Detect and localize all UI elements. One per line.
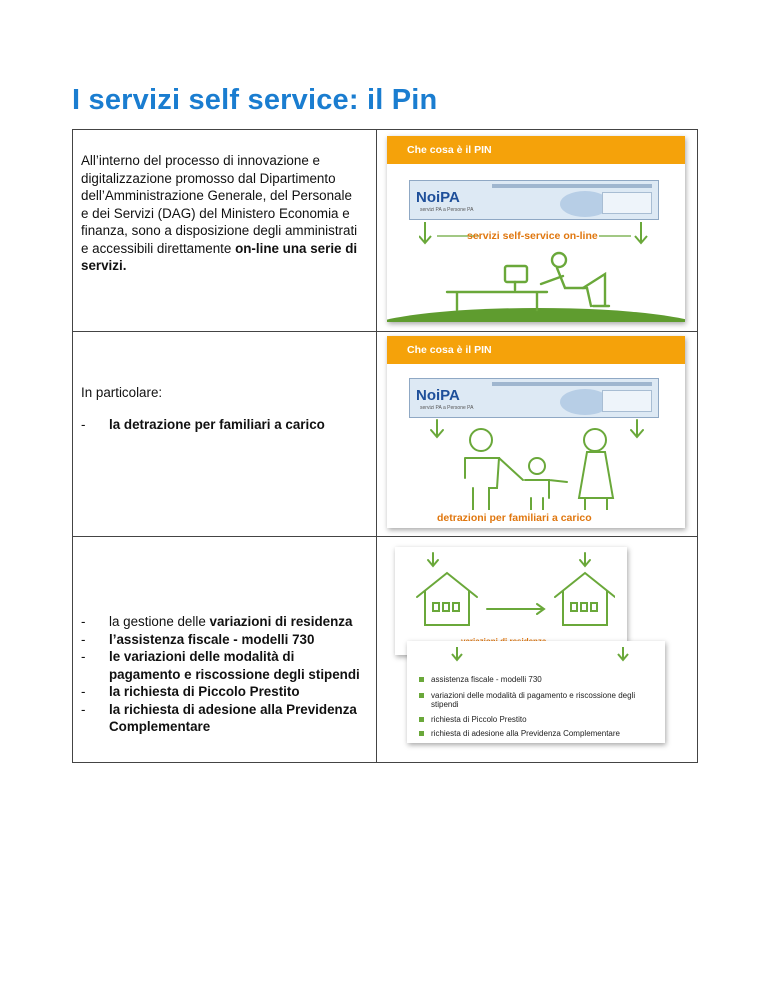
portal-nav-bar: [492, 184, 652, 188]
list-item-bold: variazioni di residenza: [209, 614, 353, 629]
slide-services-list: [407, 641, 665, 743]
bullet-list: [81, 416, 362, 434]
list-item: [431, 691, 661, 709]
bullet-text: assistenza fiscale - modelli 730: [431, 675, 542, 684]
list-dash: -: [81, 649, 86, 664]
list-item-text: la gestione delle: [109, 614, 210, 629]
list-dash: -: [81, 631, 86, 647]
noipa-portal-screenshot: [409, 378, 659, 418]
slide-header: Che cosa è il PIN: [387, 136, 685, 164]
list-dash: -: [81, 701, 86, 717]
list-item-text: la detrazione per familiari a carico: [109, 416, 325, 432]
list-item: [81, 416, 362, 434]
list-item: [81, 631, 366, 649]
table-row: [73, 332, 698, 537]
list-block: [73, 332, 376, 433]
arrow-down-icon: [451, 647, 651, 665]
list-item-bold: l’assistenza fiscale - modelli 730: [109, 631, 315, 647]
list-block: [73, 537, 376, 736]
logo-text: NoiPA: [416, 387, 460, 404]
slide-caption: detrazioni per familiari a carico: [437, 512, 592, 524]
logo-subtitle: servizi PA a Persone PA: [420, 207, 474, 213]
list-intro: In particolare:: [81, 385, 163, 400]
content-table: [72, 129, 698, 763]
slide-header: Che cosa è il PIN: [387, 336, 685, 364]
login-box: [602, 390, 652, 412]
noipa-portal-screenshot: [409, 180, 659, 220]
list-dash: -: [81, 614, 86, 629]
computer-user-icon: [387, 244, 685, 322]
table-row: [73, 130, 698, 332]
noipa-logo: [416, 387, 474, 411]
page-title: I servizi self service: il Pin: [72, 84, 438, 116]
list-item: [431, 729, 620, 738]
table-row: [73, 537, 698, 763]
list-item: [81, 648, 366, 683]
slide-pin-services: [387, 136, 685, 322]
bullet-text: richiesta di Piccolo Prestito: [431, 715, 527, 724]
noipa-logo: [416, 189, 474, 213]
logo-text: NoiPA: [416, 189, 460, 206]
image-cell: [377, 130, 698, 332]
family-icon: [407, 418, 667, 510]
login-box: [602, 192, 652, 214]
list-item-bold: la richiesta di adesione alla Previdenza Complementare: [109, 701, 357, 734]
list-item-bold: la richiesta di Piccolo Prestito: [109, 684, 300, 699]
bullet-text: richiesta di adesione alla Previdenza Complementare: [431, 729, 620, 738]
intro-paragraph: [73, 130, 376, 275]
list-item: [81, 701, 366, 736]
text-cell: [73, 130, 377, 332]
list-item: [431, 715, 527, 724]
list-item: [81, 683, 366, 701]
image-cell: [377, 332, 698, 537]
intro-text: All’interno del processo di innovazione e digitalizzazione promosso dal Dipartimento dell’Amministrazione Generale, del Personale e dei Servizi (DAG) del Ministero Economia e finanza, sono a disposizione degli amministrati e accessibili direttamente: [81, 153, 358, 256]
list-item: [431, 675, 542, 684]
bullet-text: variazioni delle modalità di pagamento e riscossione degli stipendi: [431, 691, 636, 709]
list-dash: -: [81, 684, 86, 699]
list-item-bold: le variazioni delle modalità di pagamento e riscossione degli stipendi: [109, 649, 360, 682]
slide-residence: [395, 547, 627, 655]
intro-text-bold: on-line una serie di servizi.: [81, 240, 358, 273]
slide-caption: servizi self-service on-line: [467, 230, 598, 242]
list-dash: -: [81, 416, 86, 432]
list-item: [81, 613, 366, 631]
bullet-list: [81, 613, 366, 736]
text-cell: [73, 332, 377, 537]
logo-subtitle: servizi PA a Persone PA: [420, 405, 474, 411]
slide-family-deduction: [387, 336, 685, 528]
image-cell: [377, 537, 698, 763]
house-icon: [415, 551, 615, 631]
portal-nav-bar: [492, 382, 652, 386]
text-cell: [73, 537, 377, 763]
